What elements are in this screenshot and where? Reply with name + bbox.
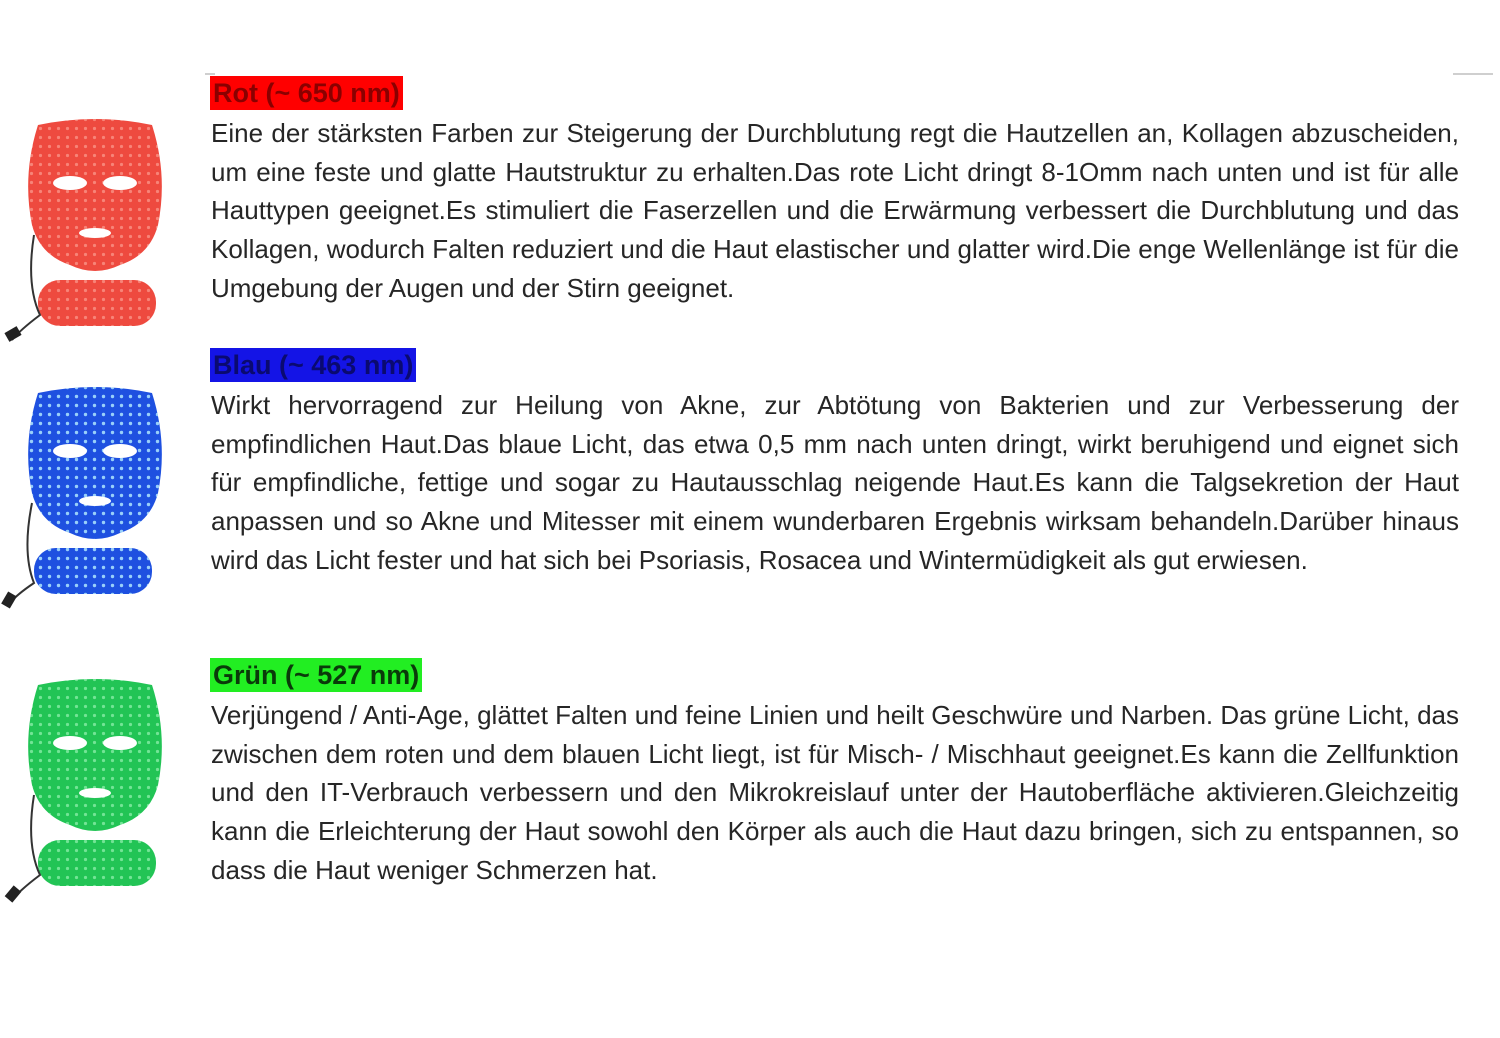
section-text-green: Verjüngend / Anti-Age, glättet Falten und feine Linien und heilt Geschwüre und Narben. Das grüne Licht, das zwischen dem roten und dem blauen Licht liegt, ist für Misch- / Mischhaut geeignet.Es kann die Zellfunktion und den IT-Verbrauch verbessern und den Mikrokreislauf unter der Hautoberfläche aktivieren.Gleichzeitig kann die Erleichterung der Haut sowohl den Körper als auch die Haut dazu bringen, sich zu entspannen, so dass die Haut weniger Schmerzen hat. bbox=[211, 700, 1459, 885]
top-rule-left bbox=[205, 73, 215, 75]
red-led-mask-image bbox=[0, 115, 180, 355]
section-text-red: Eine der stärksten Farben zur Steigerung der Durchblutung regt die Hautzellen an, Kollagen abzuscheiden, um eine feste und glatte Hautstruktur zu erhalten.Das rote Licht dringt 8-1Omm nach unten und ist für alle Hauttypen geeignet.Es stimuliert die Faserzellen und die Erwärmung verbessert die Durchblutung und das Kollagen, wodurch Falten reduziert und die Haut elastischer und glatter wird.Die enge Wellenlänge ist für die Umgebung der Augen und der Stirn geeignet. bbox=[211, 118, 1459, 303]
section-heading-blue: Blau (~ 463 nm) bbox=[210, 348, 416, 382]
section-text-blue: Wirkt hervorragend zur Heilung von Akne, zur Abtötung von Bakterien und zur Verbesserung der empfindlichen Haut.Das blaue Licht, das etwa 0,5 mm nach unten dringt, wirkt beruhigend und eignet sich für empfindliche, fettige und sogar zu Hautausschlag neigende Haut.Es kann die Talgsekretion der Haut anpassen und so Akne und Mitesser mit einem wunderbaren Ergebnis wirksam behandeln.Darüber hinaus wird das Licht fester und hat sich bei Psoriasis, Rosacea und Wintermüdigkeit als gut erwiesen. bbox=[211, 390, 1459, 575]
section-heading-red: Rot (~ 650 nm) bbox=[210, 76, 403, 110]
green-led-mask-image bbox=[0, 675, 180, 915]
section-heading-green: Grün (~ 527 nm) bbox=[210, 658, 422, 692]
blue-led-mask-image bbox=[0, 383, 180, 623]
top-rule-right bbox=[1453, 73, 1493, 75]
